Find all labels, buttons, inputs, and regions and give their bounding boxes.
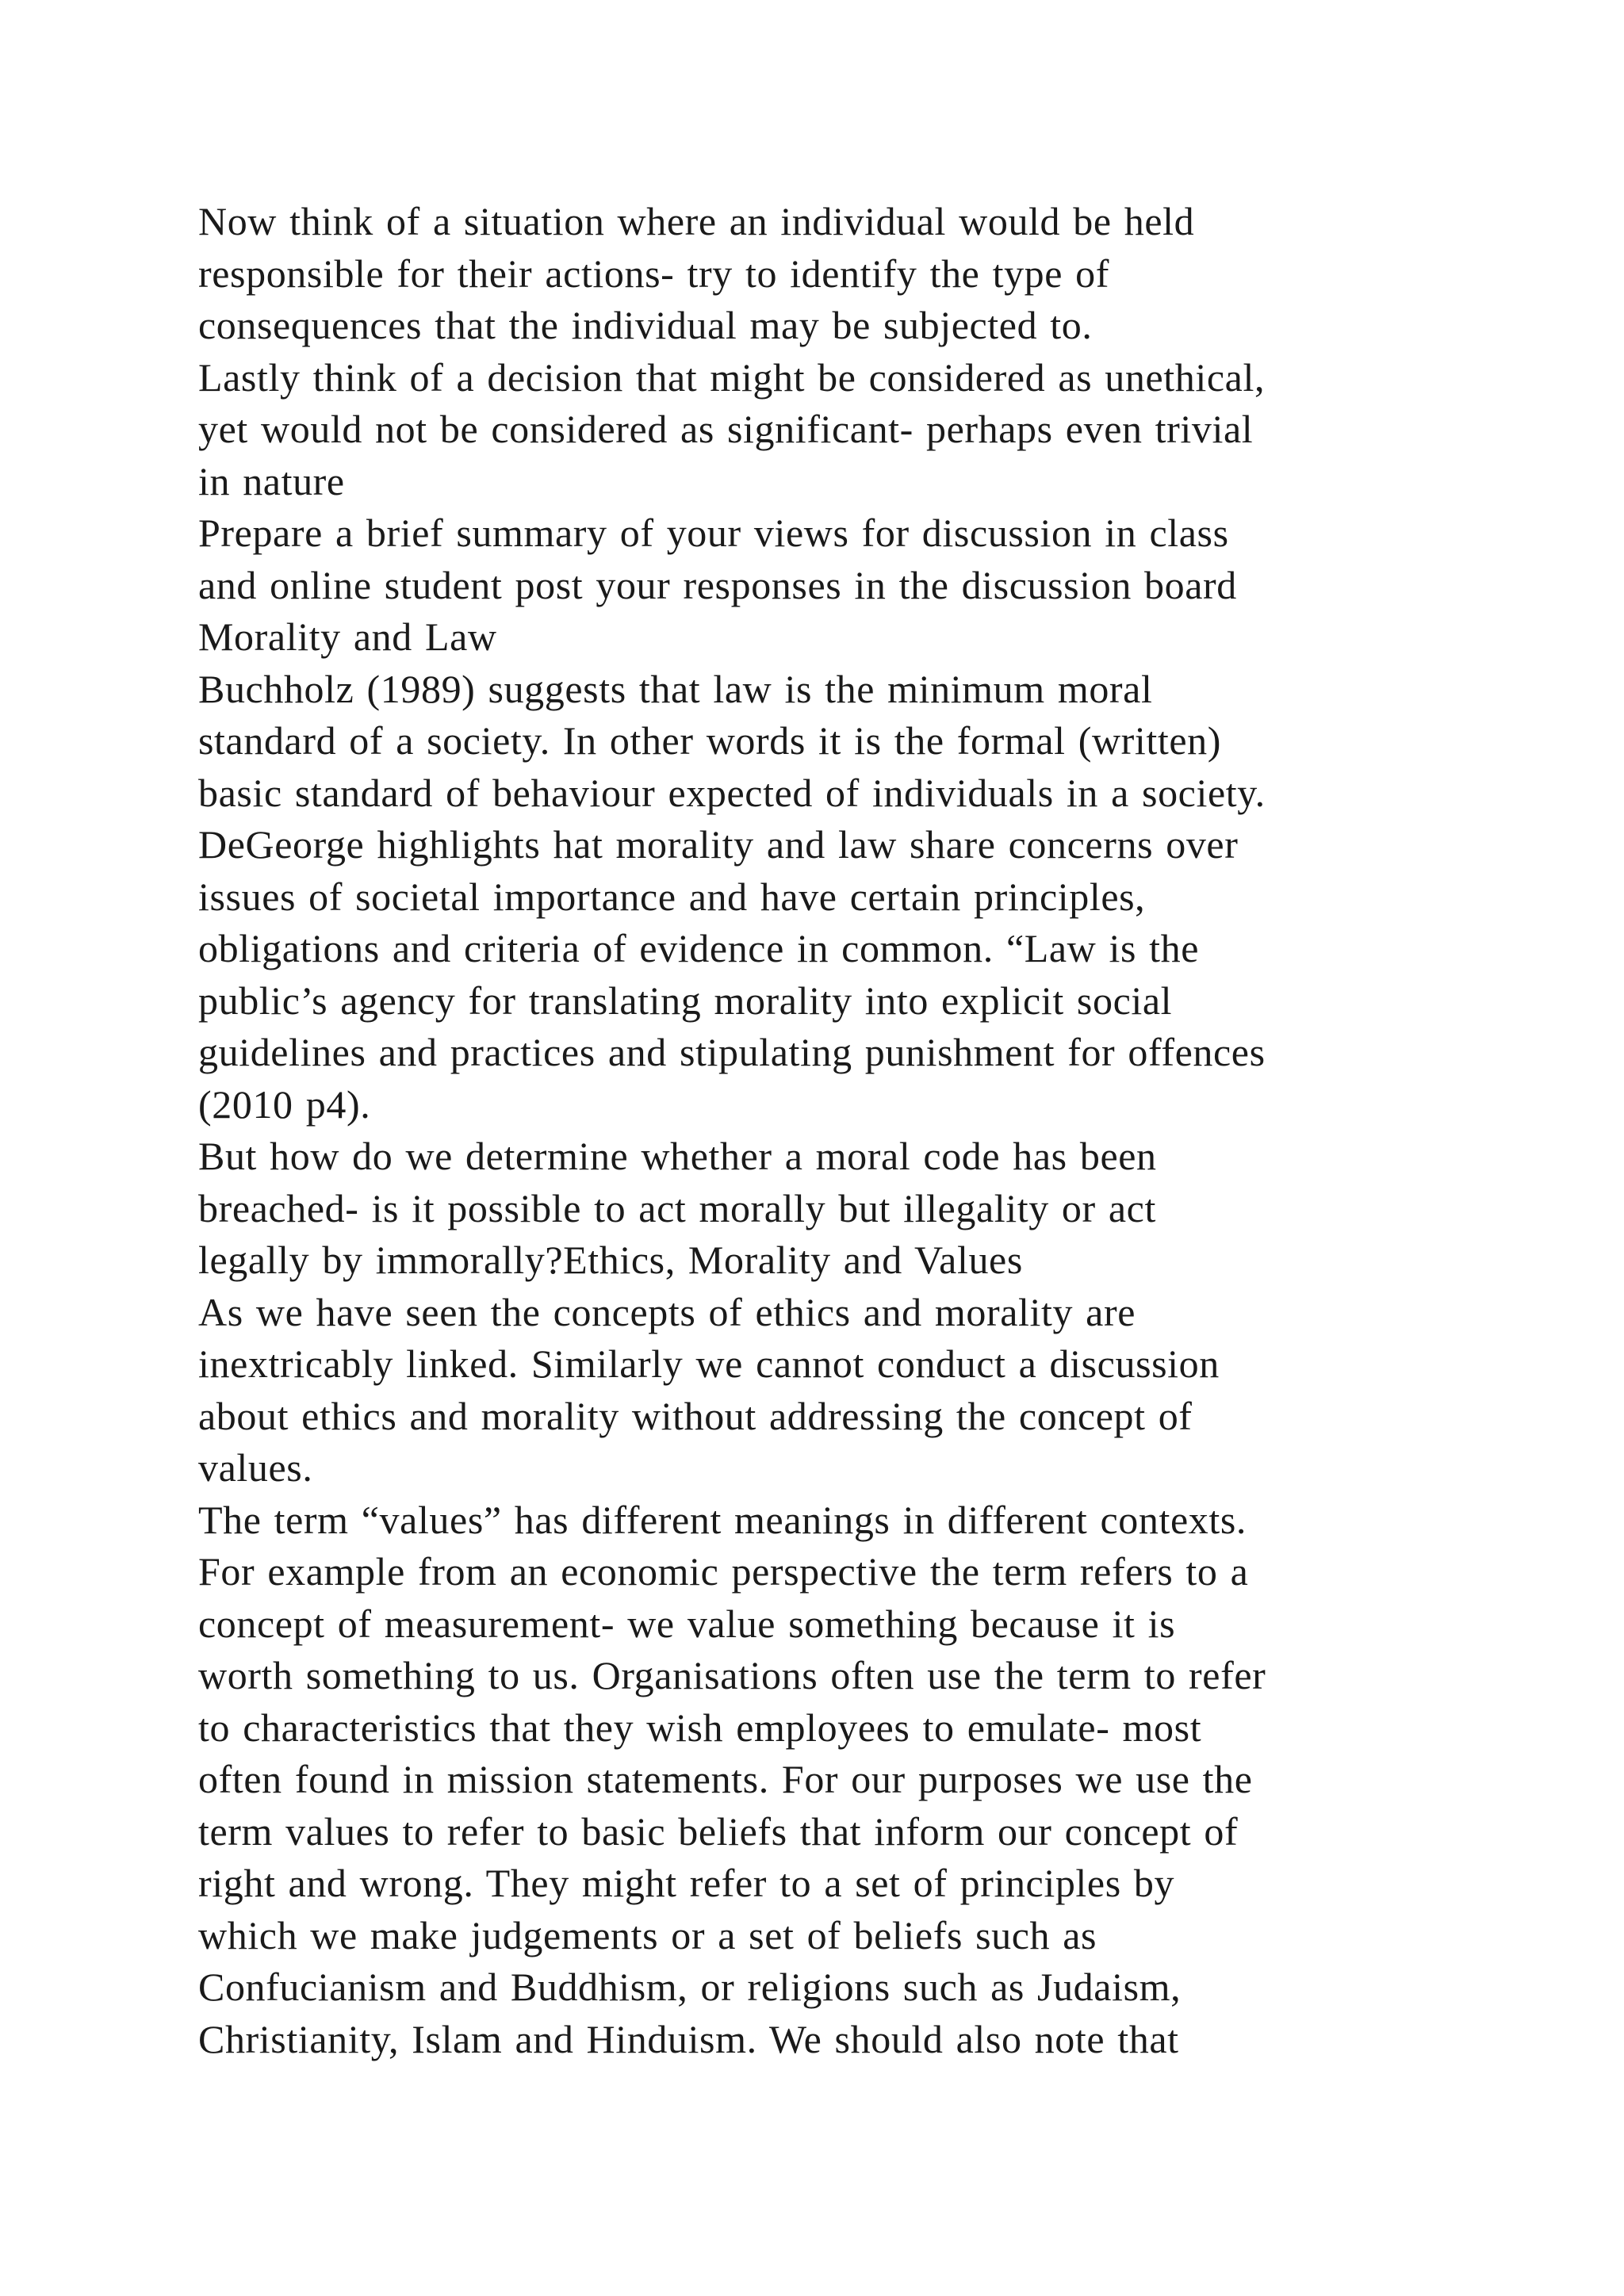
text-line: consequences that the individual may be subjected to. xyxy=(198,303,1093,347)
text-line: issues of societal importance and have certain principles, xyxy=(198,874,1146,919)
text-line: Prepare a brief summary of your views for discussion in class xyxy=(198,511,1229,555)
text-line: But how do we determine whether a moral code has been xyxy=(198,1134,1157,1178)
text-line: yet would not be considered as significant- perhaps even trivial xyxy=(198,407,1254,451)
text-line: to characteristics that they wish employees to emulate- most xyxy=(198,1705,1202,1750)
text-line: legally by immorally?Ethics, Morality and Values xyxy=(198,1238,1023,1282)
text-line: DeGeorge highlights hat morality and law share concerns over xyxy=(198,822,1239,867)
body-text xyxy=(198,196,1507,2065)
text-line: Christianity, Islam and Hinduism. We should also note that xyxy=(198,2016,1179,2061)
text-line: (2010 p4). xyxy=(198,1081,371,1127)
text-line: term values to refer to basic beliefs that inform our concept of xyxy=(198,1808,1239,1854)
text-line: values. xyxy=(198,1445,313,1490)
text-line: The term “values” has different meanings in different contexts. xyxy=(198,1497,1247,1542)
text-line: in nature xyxy=(198,458,345,503)
text-line: and online student post your responses in the discussion board xyxy=(198,562,1237,607)
text-line: often found in mission statements. For our purposes we use the xyxy=(198,1757,1253,1801)
text-line: For example from an economic perspective the term refers to a xyxy=(198,1549,1249,1594)
text-line: guidelines and practices and stipulating punishment for offences xyxy=(198,1030,1266,1074)
text-line: breached- is it possible to act morally but illegality or act xyxy=(198,1185,1156,1230)
text-line: basic standard of behaviour expected of individuals in a society. xyxy=(198,770,1266,815)
text-line: which we make judgements or a set of beliefs such as xyxy=(198,1912,1097,1957)
text-line: obligations and criteria of evidence in common. “Law is the xyxy=(198,926,1200,970)
text-line: right and wrong. They might refer to a set of principles by xyxy=(198,1861,1175,1905)
text-line: Buchholz (1989) suggests that law is the minimum moral xyxy=(198,666,1153,711)
text-line: public’s agency for translating morality into explicit social xyxy=(198,978,1173,1023)
text-line: concept of measurement- we value something because it is xyxy=(198,1601,1176,1646)
text-line: As we have seen the concepts of ethics and morality are xyxy=(198,1289,1136,1334)
text-line: responsible for their actions- try to identify the type of xyxy=(198,251,1110,296)
text-line: standard of a society. In other words it is the formal (written) xyxy=(198,718,1222,763)
text-line: Lastly think of a decision that might be considered as unethical, xyxy=(198,354,1266,400)
text-line: worth something to us. Organisations often use the term to refer xyxy=(198,1653,1266,1697)
text-line: Now think of a situation where an individual would be held xyxy=(198,199,1195,243)
section-heading: Morality and Law xyxy=(198,614,497,659)
text-line: inextricably linked. Similarly we cannot conduct a discussion xyxy=(198,1341,1220,1386)
text-line: Confucianism and Buddhism, or religions such as Judaism, xyxy=(198,1965,1182,2009)
text-line: about ethics and morality without addressing the concept of xyxy=(198,1393,1193,1438)
